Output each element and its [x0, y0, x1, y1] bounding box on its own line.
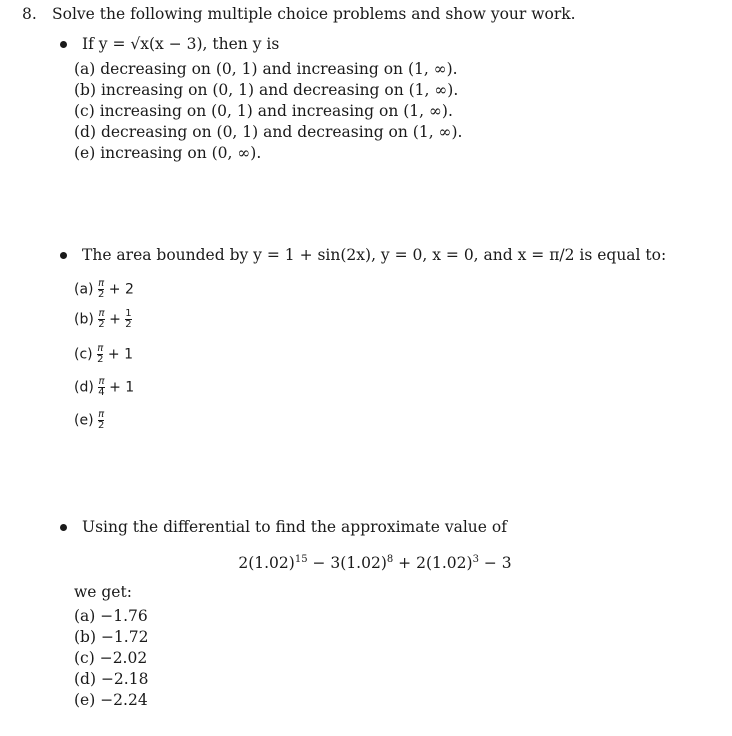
bullet-q3: [60, 524, 67, 531]
q3-option-b: (b) −1.72: [74, 628, 149, 646]
q3-tail: we get:: [74, 583, 132, 601]
q1-option-d: (d) decreasing on (0, 1) and decreasing on (1, ∞).: [74, 123, 463, 141]
q1-option-b: (b) increasing on (0, 1) and decreasing on (1, ∞).: [74, 81, 459, 99]
q2-option-b-label: (b): [74, 311, 94, 328]
q1-option-a: (a) decreasing on (0, 1) and increasing on (1, ∞).: [74, 60, 458, 78]
q1-lead: [82, 35, 279, 53]
q2-option-c-fraction: $\frac{\pi}{2}$: [97, 343, 104, 365]
q1-option-c: (c) increasing on (0, 1) and increasing on (1, ∞).: [74, 102, 453, 120]
q2-option-a-tail: + 2: [108, 281, 134, 298]
q2-option-d-label: (d): [74, 379, 94, 396]
q2-option-d-fraction: $\frac{\pi}{4}$: [98, 376, 105, 398]
q2-option-c: [74, 344, 133, 365]
q2-lead: The area bounded by y = 1 + sin(2x), y = 0, x = 0, and x = π/2 is equal to:: [82, 246, 667, 264]
q2-option-c-tail: + 1: [107, 346, 133, 363]
problem-instruction: Solve the following multiple choice problems and show your work.: [52, 5, 576, 23]
q2-option-c-label: (c): [74, 346, 93, 363]
q2-option-e-label: (e): [74, 412, 94, 429]
q2-option-b-fraction: $\frac{\pi}{2}$: [98, 308, 105, 330]
q2-option-e: [74, 410, 104, 431]
q2-option-a-label: (a): [74, 281, 94, 298]
bullet-q2: [60, 252, 67, 259]
q2-option-b: [74, 309, 132, 330]
q2-option-b-tail: +: [109, 311, 121, 328]
q3-option-e: (e) −2.24: [74, 691, 148, 709]
q2-option-a: [74, 279, 134, 300]
q3-option-d: (d) −2.18: [74, 670, 149, 688]
q1-option-e: (e) increasing on (0, ∞).: [74, 144, 262, 162]
q3-lead: Using the differential to find the approximate value of: [82, 518, 507, 536]
q3-option-c: (c) −2.02: [74, 649, 148, 667]
q2-option-e-fraction: $\frac{\pi}{2}$: [98, 409, 105, 431]
q2-option-d: [74, 377, 134, 398]
q3-option-a: (a) −1.76: [74, 607, 148, 625]
problem-number: 8.: [22, 5, 37, 23]
q2-option-b-fraction-2: $\frac{1}{2}$: [125, 308, 132, 330]
q2-option-a-fraction: $\frac{\pi}{2}$: [97, 278, 105, 300]
q2-option-d-tail: + 1: [109, 379, 135, 396]
q3-expression: $2(1.02)^{15} - 3(1.02)^8 + 2(1.02)^3 - 3$: [238, 554, 512, 573]
bullet-q1: [60, 41, 67, 48]
q1-lead-text: If y = √x(x − 3), then y is: [82, 35, 280, 53]
